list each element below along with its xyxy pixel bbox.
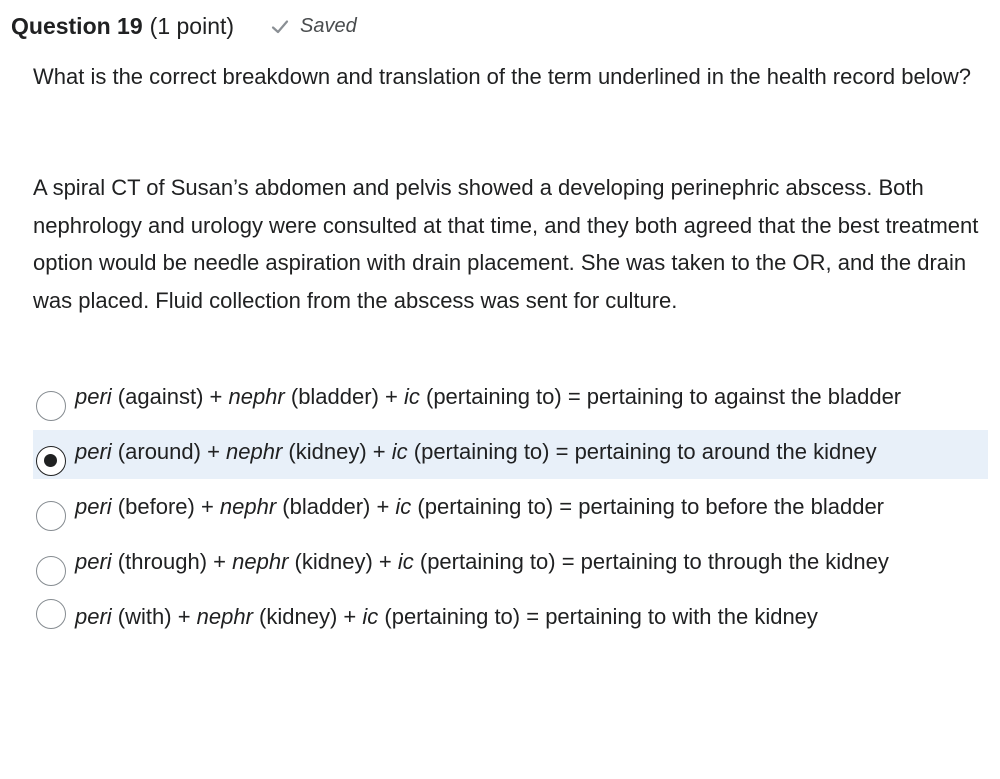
- answer-option-2[interactable]: [33, 430, 988, 479]
- answer-option-label: [75, 598, 978, 636]
- prefix-meaning: (through) +: [111, 549, 233, 574]
- suffix-term: ic: [362, 604, 379, 629]
- answer-option-3[interactable]: [33, 485, 988, 534]
- root-meaning: (bladder) +: [276, 494, 396, 519]
- suffix-term: ic: [391, 439, 408, 464]
- suffix-term: ic: [395, 494, 412, 519]
- checkmark-icon: [270, 16, 290, 36]
- question-points: (1 point): [149, 12, 235, 39]
- health-record-passage: A spiral CT of Susan’s abdomen and pelvis showed a developing perinephric abscess. Both nephrology and urology were consulted at that time, and they both agreed that the best treatment option would be needle aspiration with drain placement. She was taken to the OR, and the drain was placed. Fluid collection from the abscess was sent for culture.: [33, 175, 979, 313]
- suffix-meaning: (pertaining to) = pertaining to with the kidney: [378, 604, 818, 629]
- saved-status: [270, 15, 357, 38]
- root-meaning: (kidney) +: [252, 604, 363, 629]
- answer-option-4[interactable]: [33, 540, 988, 589]
- suffix-meaning: (pertaining to) = pertaining to through the kidney: [413, 549, 889, 574]
- prefix-term: peri: [75, 494, 112, 519]
- prefix-term: peri: [75, 439, 112, 464]
- suffix-term: ic: [403, 384, 420, 409]
- question-prompt: What is the correct breakdown and translation of the term underlined in the health record below?: [33, 64, 971, 89]
- radio-button[interactable]: [36, 599, 66, 629]
- prefix-meaning: (with) +: [111, 604, 197, 629]
- prefix-meaning: (against) +: [111, 384, 229, 409]
- root-term: nephr: [219, 494, 277, 519]
- radio-button-selected[interactable]: [36, 446, 66, 476]
- suffix-term: ic: [397, 549, 414, 574]
- root-term: nephr: [226, 439, 283, 464]
- answer-option-5[interactable]: [33, 595, 988, 639]
- root-meaning: (bladder) +: [284, 384, 404, 409]
- suffix-meaning: (pertaining to) = pertaining to around the kidney: [407, 439, 877, 464]
- root-meaning: (kidney) +: [288, 549, 398, 574]
- prefix-meaning: (before) +: [111, 494, 220, 519]
- suffix-meaning: (pertaining to) = pertaining to before the bladder: [411, 494, 885, 519]
- answer-options: [33, 375, 988, 639]
- prefix-term: peri: [75, 384, 112, 409]
- answer-option-label: [75, 543, 978, 581]
- root-term: nephr: [232, 549, 289, 574]
- answer-option-1[interactable]: [33, 375, 988, 424]
- answer-option-label: [75, 378, 978, 416]
- radio-button[interactable]: [36, 501, 66, 531]
- root-meaning: (kidney) +: [282, 439, 392, 464]
- radio-button[interactable]: [36, 556, 66, 586]
- saved-label: Saved: [300, 14, 357, 37]
- prefix-meaning: (around) +: [111, 439, 227, 464]
- root-term: nephr: [228, 384, 285, 409]
- prefix-term: peri: [75, 604, 112, 629]
- answer-option-label: [75, 488, 978, 526]
- suffix-meaning: (pertaining to) = pertaining to against the bladder: [419, 384, 902, 409]
- radio-button[interactable]: [36, 391, 66, 421]
- question-header: [11, 10, 357, 42]
- answer-option-label: [75, 433, 978, 471]
- prefix-term: peri: [75, 549, 112, 574]
- question-title: Question 19: [11, 12, 143, 39]
- root-term: nephr: [196, 604, 253, 629]
